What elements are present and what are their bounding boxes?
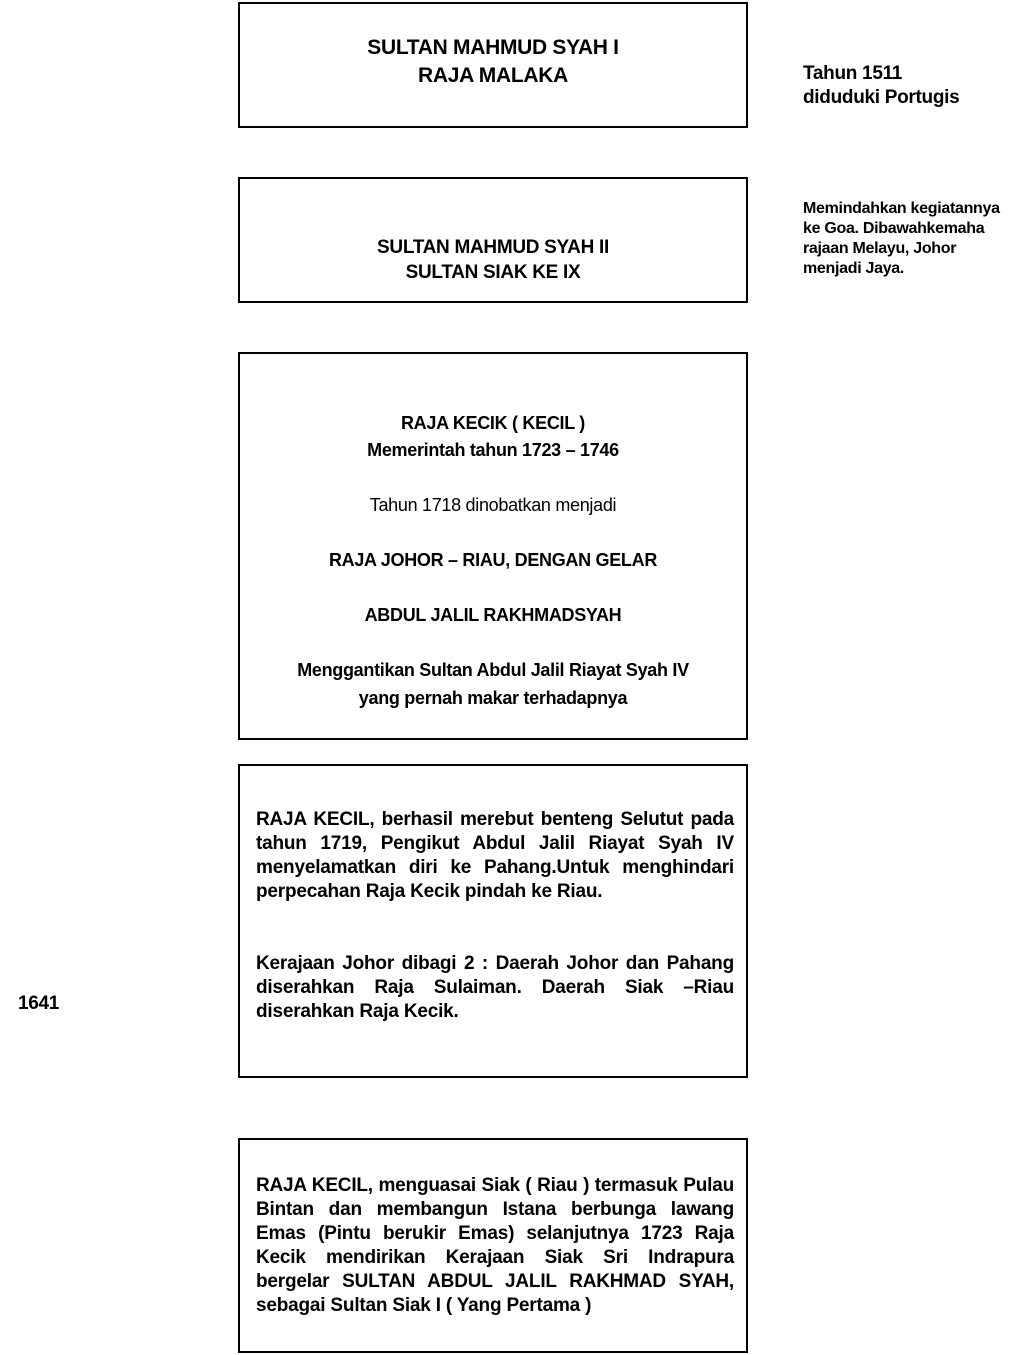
box-4-paragraph-1: RAJA KECIL, berhasil merebut benteng Selutut pada tahun 1719, Pengikut Abdul Jalil Riayat Syah IV menyelamatkan diri ke Pahang.Untuk menghindari perpecahan Raja Kecik pindah ke Riau. bbox=[256, 809, 734, 902]
box-3-line-7: yang pernah makar terhadapnya bbox=[358, 688, 628, 708]
box-kerajaan-siak bbox=[238, 1138, 748, 1353]
box-benteng-selutut bbox=[238, 764, 748, 1078]
box-3-line-4: RAJA JOHOR – RIAU, DENGAN GELAR bbox=[328, 550, 658, 570]
box-sultan-mahmud-syah-i bbox=[238, 2, 748, 128]
box-3-line-1: RAJA KECIK ( KECIL ) bbox=[400, 413, 585, 433]
box-raja-kecik bbox=[238, 352, 748, 740]
box-2-line-1: SULTAN MAHMUD SYAH II bbox=[377, 237, 609, 258]
box-3-line-6: Menggantikan Sultan Abdul Jalil Riayat Syah IV bbox=[297, 660, 689, 680]
box-5-paragraph-1: RAJA KECIL, menguasai Siak ( Riau ) termasuk Pulau Bintan dan membangun Istana berbunga lawang Emas (Pintu berukir Emas) selanjutnya 1723 Raja Kecik mendirikan Kerajaan Siak Sri Indrapura bergelar SULTAN ABDUL JALIL RAKHMAD SYAH, sebagai Sultan Siak I ( Yang Pertama ) bbox=[256, 1175, 734, 1316]
note-tahun-1511 bbox=[803, 62, 959, 110]
note-1-line-1: Tahun 1511 bbox=[803, 63, 903, 84]
year-label: 1641 bbox=[18, 993, 60, 1014]
box-3-line-3: Tahun 1718 dinobatkan menjadi bbox=[369, 495, 617, 515]
box-2-title bbox=[240, 235, 746, 285]
box-1-line-2: RAJA MALAKA bbox=[418, 64, 568, 87]
box-3-line-5: ABDUL JALIL RAKHMADSYAH bbox=[364, 605, 622, 625]
box-1-line-1: SULTAN MAHMUD SYAH I bbox=[367, 36, 619, 59]
box-3-line-2: Memerintah tahun 1723 – 1746 bbox=[367, 440, 619, 460]
note-1-line-2: diduduki Portugis bbox=[803, 87, 960, 108]
box-1-title bbox=[240, 34, 746, 90]
box-4-paragraph-2: Kerajaan Johor dibagi 2 : Daerah Johor dan Pahang diserahkan Raja Sulaiman. Daerah Siak –Riau diserahkan Raja Kecik. bbox=[256, 953, 734, 1022]
box-2-line-2: SULTAN SIAK KE IX bbox=[405, 262, 581, 283]
box-sultan-mahmud-syah-ii bbox=[238, 177, 748, 303]
note-memindahkan-kegiatan: Memindahkan kegiatannya ke Goa. Dibawahkemaha rajaan Melayu, Johor menjadi Jaya. bbox=[803, 200, 1000, 277]
